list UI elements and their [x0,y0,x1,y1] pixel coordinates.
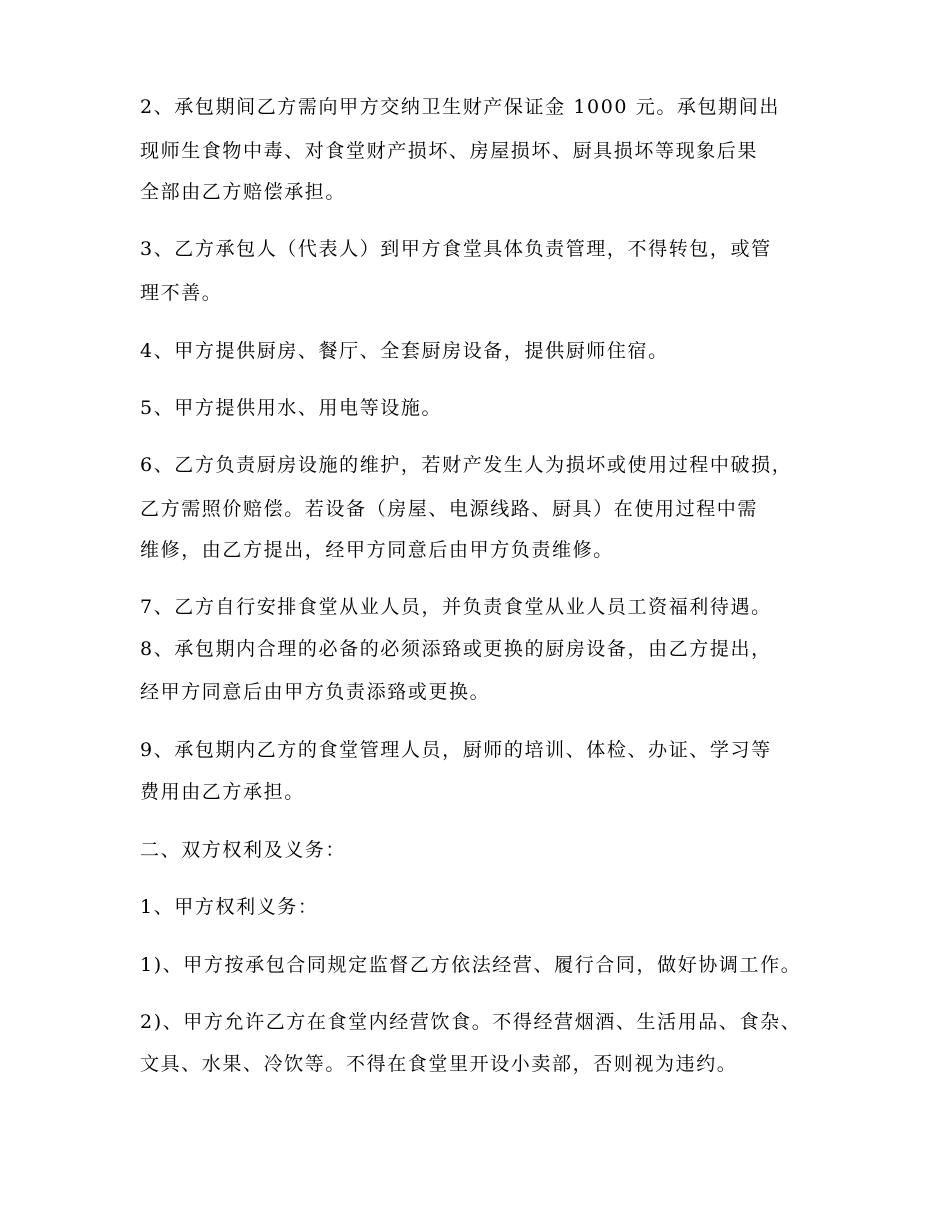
text-line: 3、乙方承包人（代表人）到甲方食堂具体负责管理，不得转包，或管 [140,238,772,260]
text-line: 全部由乙方赔偿承担。 [140,181,347,203]
text-line: 费用由乙方承担。 [140,781,305,803]
text-line: 维修，由乙方提出，经甲方同意后由甲方负责维修。 [140,539,614,561]
text-line: 现师生食物中毒、对食堂财产损坏、房屋损坏、厨具损坏等现象后果 [140,140,759,162]
text-line: 经甲方同意后由甲方负责添臵或更换。 [140,681,491,703]
text-line: 7、乙方自行安排食堂从业人员，并负责食堂从业人员工资福利待遇。 [140,596,772,618]
subsection-heading: 1、甲方权利义务： [140,896,319,918]
text-line: 2)、甲方允许乙方在食堂内经营饮食。不得经营烟酒、生活用品、食杂、 [140,1011,802,1033]
text-line: 1)、甲方按承包合同规定监督乙方依法经营、履行合同，做好协调工作。 [140,954,802,976]
text-line: 文具、水果、冷饮等。不得在食堂里开设小卖部，否则视为违约。 [140,1053,738,1075]
text-line: 理不善。 [140,282,223,304]
section-heading: 二、双方权利及义务： [140,839,347,861]
text-line: 5、甲方提供用水、用电等设施。 [140,397,443,419]
text-line: 6、乙方负责厨房设施的维护，若财产发生人为损坏或使用过程中破损， [140,454,793,476]
text-line: 8、承包期内合理的必备的必须添臵或更换的厨房设备，由乙方提出， [140,638,772,660]
text-line: 乙方需照价赔偿。若设备（房屋、电源线路、厨具）在使用过程中需 [140,498,759,520]
text-line: 9、承包期内乙方的食堂管理人员，厨师的培训、体检、办证、学习等 [140,739,772,761]
text-line: 4、甲方提供厨房、餐厅、全套厨房设备，提供厨师住宿。 [140,340,669,362]
text-line: 2、承包期间乙方需向甲方交纳卫生财产保证金 1000 元。承包期间出 [140,96,780,118]
